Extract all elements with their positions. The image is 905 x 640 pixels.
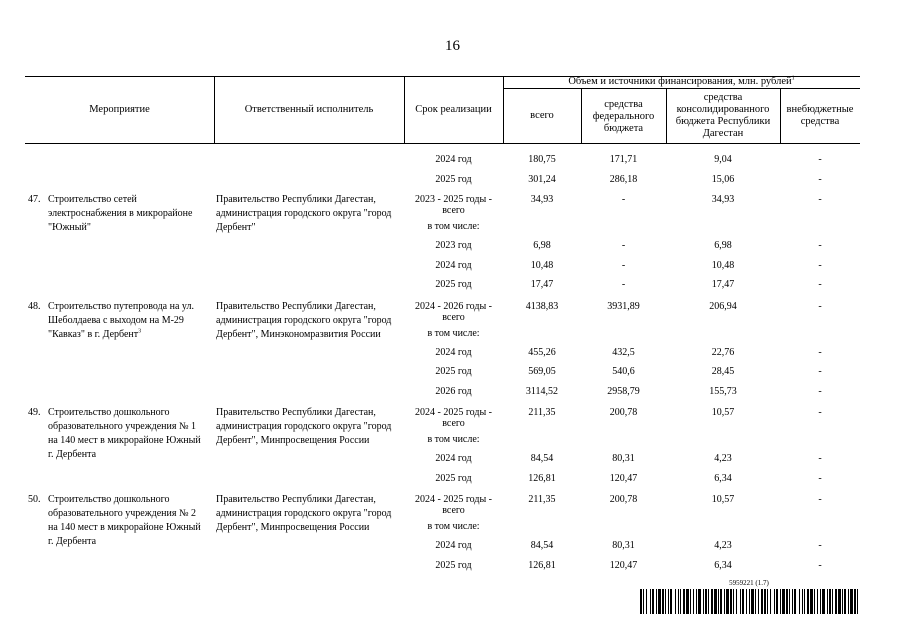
barcode-bar <box>774 589 775 614</box>
year-regional: 6,34 <box>714 472 732 484</box>
year-extra: - <box>818 540 822 551</box>
header-regional-line: средства <box>703 92 743 103</box>
barcode-bar <box>810 589 813 614</box>
barcode-bar <box>640 589 642 614</box>
item-total-total: 4138,83 <box>525 300 559 312</box>
item-total-extra: - <box>818 407 822 418</box>
barcode-bar <box>726 589 729 614</box>
year-period: 2024 год <box>435 453 472 464</box>
barcode-bar <box>711 589 713 614</box>
year-total: 301,24 <box>528 174 556 185</box>
year-regional: 155,73 <box>709 385 737 397</box>
year-regional: 6,34 <box>714 559 732 571</box>
year-total: 180,75 <box>528 154 556 165</box>
barcode-bar <box>668 589 669 614</box>
header-federal-line: средства <box>604 99 643 110</box>
including-label: в том числе: <box>427 521 480 532</box>
barcode-bar <box>662 589 664 614</box>
barcode-bar <box>690 589 691 614</box>
year-period: 2024 год <box>435 540 472 551</box>
year-federal: 171,71 <box>609 154 638 165</box>
barcode-bar <box>693 589 694 614</box>
year-extra: - <box>818 346 822 358</box>
year-federal: 540,6 <box>612 366 635 377</box>
year-regional: 17,47 <box>711 279 735 290</box>
year-federal: 120,47 <box>609 472 638 484</box>
year-period: 2025 год <box>435 174 472 185</box>
year-extra: - <box>818 240 822 251</box>
year-federal: 80,31 <box>612 540 635 551</box>
header-activity: Мероприятие <box>89 104 150 115</box>
year-extra: - <box>818 259 822 271</box>
barcode-bar <box>767 589 768 614</box>
barcode-bar <box>643 589 644 614</box>
barcode-bar <box>842 589 843 614</box>
barcode-bar <box>670 589 672 614</box>
year-period: 2025 год <box>435 559 472 571</box>
total-period-line: 2024 - 2026 годы - <box>414 300 493 312</box>
item-total-total: 211,35 <box>528 494 556 505</box>
barcode-bar <box>652 589 654 614</box>
barcode-bar <box>658 589 661 614</box>
barcode-bar <box>820 589 821 614</box>
year-period: 2024 год <box>435 346 472 358</box>
year-regional: 9,04 <box>714 154 732 165</box>
barcode-bar <box>814 589 815 614</box>
item-executor: Правительство Республики Дагестан, администрация городского округа "город Дербент", Минэкономразвития России <box>216 300 392 340</box>
header-period: Срок реализации <box>415 104 492 115</box>
year-period: 2023 год <box>435 240 472 251</box>
year-extra: - <box>818 453 822 464</box>
barcode-bar <box>764 589 766 614</box>
total-period-line: всего <box>442 418 465 429</box>
barcode-bar <box>832 589 833 614</box>
total-period-line: всего <box>442 311 465 323</box>
barcode-bar <box>776 589 778 614</box>
year-regional: 22,76 <box>711 346 735 358</box>
item-total-regional: 206,94 <box>709 300 737 312</box>
barcode-bar <box>675 589 676 614</box>
barcode-bar <box>749 589 750 614</box>
header-regional-line: консолидированного <box>676 104 770 115</box>
barcode-bar <box>802 589 803 614</box>
barcode-bar <box>782 589 785 614</box>
item-activity: Строительство путепровода на ул. Шеболдаева с выходом на М-29 "Кавказ" в г. Дербент$^3$ <box>48 300 194 340</box>
year-total: 84,54 <box>530 453 554 464</box>
barcode-bar <box>680 589 681 614</box>
year-federal: 80,31 <box>612 453 635 464</box>
year-extra: - <box>818 472 822 484</box>
year-regional: 15,06 <box>711 174 735 185</box>
year-period: 2025 год <box>435 366 472 377</box>
barcode-bar <box>838 589 841 614</box>
barcode-bar <box>758 589 759 614</box>
year-federal: 432,5 <box>612 346 635 358</box>
item-number: 47. <box>28 194 41 205</box>
year-period: 2025 год <box>435 279 472 290</box>
year-total: 17,47 <box>530 279 554 290</box>
item-executor: Правительство Республики Дагестан, администрация городского округа "город Дербент", Минпросвещения России <box>216 494 392 533</box>
barcode-bar <box>678 589 679 614</box>
item-number: 50. <box>28 494 41 505</box>
year-total: 84,54 <box>530 540 554 551</box>
barcode-bar <box>789 589 790 614</box>
footnote-mark: 1 <box>791 75 795 82</box>
header-total: всего <box>530 110 554 121</box>
year-extra: - <box>818 385 822 397</box>
including-label: в том числе: <box>427 327 480 339</box>
barcode-bar <box>827 589 828 614</box>
barcode-bar <box>740 589 741 614</box>
barcode-bar <box>742 589 744 614</box>
header-executor: Ответственный исполнитель <box>244 104 374 115</box>
item-total-total: 34,93 <box>530 194 554 205</box>
item-total-extra: - <box>818 494 822 505</box>
including-label: в том числе: <box>427 221 480 232</box>
item-number: 48. <box>28 300 41 312</box>
table-rule <box>25 143 860 144</box>
barcode-bar <box>854 589 856 614</box>
barcode-bar <box>705 589 707 614</box>
barcode-bar <box>683 589 685 614</box>
item-total-federal: 3931,89 <box>607 300 640 312</box>
year-extra: - <box>818 174 822 185</box>
year-federal: 2958,79 <box>607 385 640 397</box>
barcode-bar <box>686 589 689 614</box>
item-total-federal: 200,78 <box>609 494 638 505</box>
year-regional: 10,48 <box>711 259 735 271</box>
item-total-regional: 34,93 <box>711 194 735 205</box>
total-period-line: всего <box>442 505 465 516</box>
total-period-line: всего <box>442 205 465 216</box>
barcode-bar <box>761 589 763 614</box>
barcode-number: 5959221 (1.7) <box>729 579 769 587</box>
barcode-bar <box>807 589 809 614</box>
item-executor: Правительство Республики Дагестан, администрация городского округа "город Дербент", Минпросвещения России <box>216 407 392 446</box>
year-extra: - <box>818 366 822 377</box>
year-period: 2026 год <box>435 385 472 397</box>
item-total-federal: 200,78 <box>609 407 638 418</box>
header-extra-line: средства <box>800 116 840 127</box>
barcode-bar <box>698 589 701 614</box>
item-total-total: 211,35 <box>528 407 556 418</box>
barcode-bar <box>751 589 754 614</box>
barcode-bar <box>718 589 719 614</box>
year-regional: 4,23 <box>714 540 732 551</box>
item-total-regional: 10,57 <box>711 407 735 418</box>
page-number: 16 <box>445 38 460 54</box>
barcode-bar <box>804 589 805 614</box>
barcode-bar <box>857 589 858 614</box>
year-period: 2024 год <box>435 154 472 165</box>
barcode-bar <box>714 589 717 614</box>
barcode-bar <box>817 589 818 614</box>
item-total-regional: 10,57 <box>711 494 735 505</box>
year-federal: - <box>621 240 626 251</box>
year-total: 126,81 <box>528 559 556 571</box>
year-total: 6,98 <box>533 240 551 251</box>
item-activity: Строительство дошкольного образовательного учреждения № 2 на 140 мест в микрорайоне Южный г. Дербента <box>48 494 201 547</box>
item-total-federal: - <box>621 194 626 205</box>
year-total: 569,05 <box>528 366 556 377</box>
barcode-bar <box>696 589 697 614</box>
barcode-bar <box>724 589 725 614</box>
including-label: в том числе: <box>427 434 480 445</box>
total-period-line: 2023 - 2025 годы - <box>414 194 493 205</box>
barcode-bar <box>720 589 722 614</box>
barcode-bar <box>770 589 771 614</box>
year-federal: 286,18 <box>609 174 638 185</box>
year-federal: - <box>621 279 626 290</box>
year-total: 455,26 <box>528 346 556 358</box>
item-number: 49. <box>28 407 41 418</box>
barcode-bar <box>848 589 849 614</box>
header-regional-line: бюджета Республики <box>675 116 771 127</box>
header-extra-line: внебюджетные <box>786 104 854 115</box>
header-regional-line: Дагестан <box>702 128 744 139</box>
barcode-bar <box>656 589 657 614</box>
header-federal-line: бюджета <box>603 123 644 134</box>
total-period-line: 2024 - 2025 годы - <box>414 494 493 505</box>
year-extra: - <box>818 154 822 165</box>
year-regional: 4,23 <box>714 453 732 464</box>
year-total: 10,48 <box>530 259 554 271</box>
barcode-bar <box>646 589 647 614</box>
header-funding-title: Объем и источники финансирования, млн. рублей$^1$ <box>568 75 795 87</box>
barcode-bar <box>792 589 793 614</box>
barcode-bar <box>708 589 709 614</box>
table-rule <box>503 88 860 89</box>
item-total-extra: - <box>818 300 822 312</box>
footnote-mark: 3 <box>138 328 142 335</box>
barcode-bar <box>822 589 825 614</box>
item-executor: Правительство Республики Дагестан, администрация городского округа "город Дербент" <box>216 194 392 233</box>
year-extra: - <box>818 279 822 290</box>
year-regional: 6,98 <box>714 240 732 251</box>
year-total: 126,81 <box>528 472 556 484</box>
year-federal: 120,47 <box>609 559 638 571</box>
year-extra: - <box>818 559 822 571</box>
year-federal: - <box>621 259 626 271</box>
barcode-bar <box>650 589 651 614</box>
year-total: 3114,52 <box>525 385 559 397</box>
barcode-bar <box>703 589 704 614</box>
barcode-bar <box>736 589 737 614</box>
item-activity: Строительство дошкольного образовательного учреждения № 1 на 140 мест в микрорайоне Южный г. Дербента <box>48 407 201 460</box>
barcode-icon <box>640 589 858 614</box>
barcode-bar <box>850 589 853 614</box>
barcode-bar <box>786 589 788 614</box>
barcode-bar <box>780 589 781 614</box>
header-federal-line: федерального <box>592 111 655 122</box>
barcode-bar <box>794 589 796 614</box>
barcode-bar <box>665 589 666 614</box>
total-period-line: 2024 - 2025 годы - <box>414 407 493 418</box>
year-period: 2024 год <box>435 259 472 271</box>
barcode-bar <box>746 589 747 614</box>
barcode-bar <box>799 589 800 614</box>
item-total-extra: - <box>818 194 822 205</box>
item-activity: Строительство сетей электроснабжения в микрорайоне "Южный" <box>48 194 193 233</box>
barcode-bar <box>844 589 846 614</box>
year-period: 2025 год <box>435 472 472 484</box>
barcode-bar <box>730 589 732 614</box>
barcode-bar <box>755 589 756 614</box>
year-regional: 28,45 <box>711 366 735 377</box>
barcode-bar <box>835 589 837 614</box>
barcode-bar <box>829 589 831 614</box>
barcode-bar <box>733 589 734 614</box>
